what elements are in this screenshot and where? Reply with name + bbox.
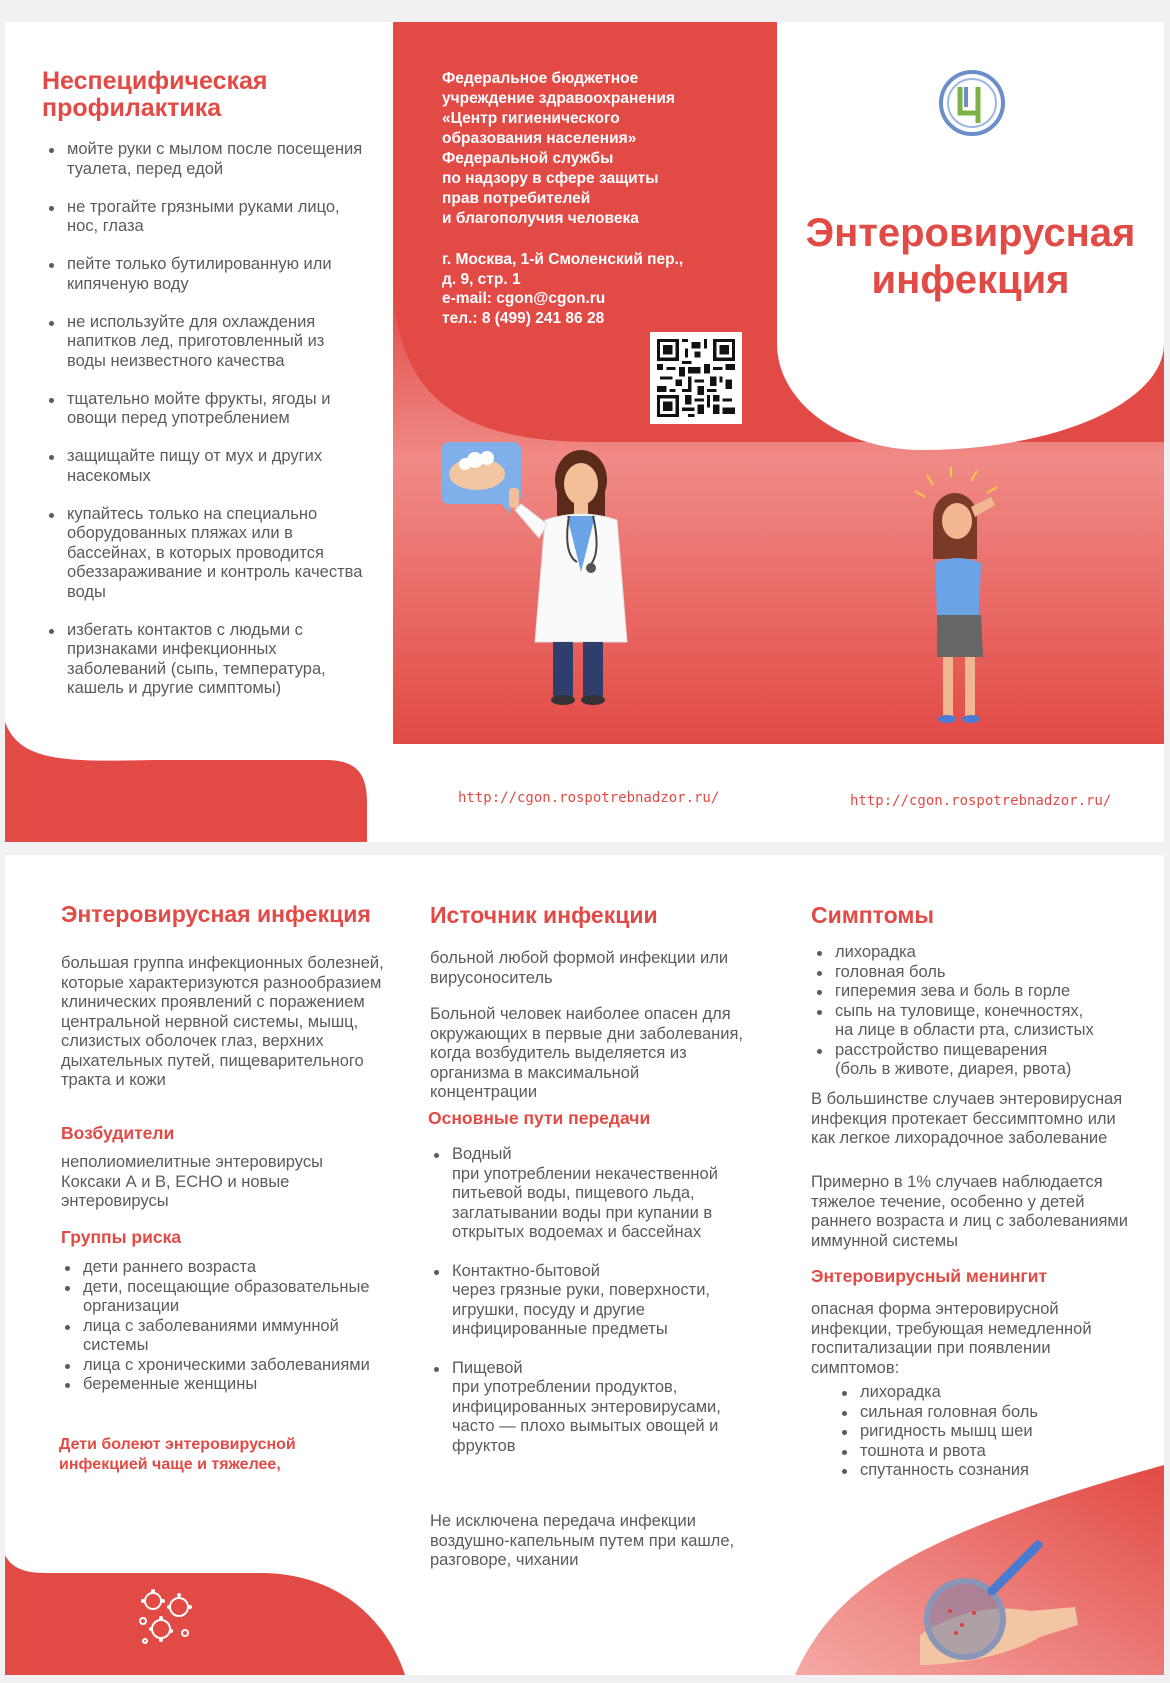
doctor-illustration: [441, 442, 661, 707]
meningitis-title: Энтеровирусный менингит: [811, 1266, 1048, 1286]
contact-address: г. Москва, 1-й Смоленский пер., д. 9, стр. 1 e-mail: cgon@cgon.ru тел.: 8 (499) 241 86 28: [442, 251, 684, 327]
list-item: мойте руки с мылом после посещения туалета, перед едой: [45, 140, 365, 179]
symptoms-title: Симптомы: [811, 902, 935, 928]
list-item: тошнота и рвота: [838, 1442, 1158, 1462]
sick-girl-illustration: [905, 467, 1015, 727]
list-item: сильная головная боль: [838, 1403, 1158, 1423]
source-title: Источник инфекции: [430, 902, 658, 928]
list-item: расстройство пищеварения (боль в животе, диарея, рвота): [813, 1041, 1143, 1080]
list-item: гиперемия зева и боль в горле: [813, 982, 1143, 1002]
list-item: ригидность мышц шеи: [838, 1422, 1158, 1442]
airborne-note: Не исключена передача инфекции воздушно-капельным путем при кашле, разговоре, чихании: [430, 1512, 735, 1569]
prophylaxis-list: [45, 140, 365, 717]
risk-groups-list: [61, 1258, 391, 1395]
list-item: лица с заболеваниями иммунной системы: [61, 1317, 391, 1356]
list-item: дети раннего возраста: [61, 1258, 391, 1278]
brochure-outside: [5, 22, 1164, 842]
brochure-inside: [5, 855, 1164, 1675]
list-item: лица с хроническими заболеваниями: [61, 1356, 391, 1376]
symptoms-text-1: В большинстве случаев энтеровирусная инфекция протекает бессимптомно или как легкое лихорадочное заболевание: [811, 1090, 1123, 1147]
kids-note: Дети болеют энтеровирусной инфекцией чаще и тяжелее,: [59, 1436, 296, 1473]
prophylaxis-title: Неспецифическая профилактика: [42, 67, 268, 122]
pathogens-title: Возбудители: [61, 1123, 175, 1143]
panel-prophylaxis: [5, 22, 393, 842]
list-item: Пищевой при употреблении продуктов, инфицированных энтеровирусами, часто — плохо вымытых овощей и фруктов: [430, 1359, 760, 1457]
pathogens-text: неполиомиелитные энтеровирусы Коксаки А и В, ЕСНО и новые энтеровирусы: [61, 1153, 323, 1210]
risk-groups-title: Группы риска: [61, 1227, 182, 1247]
list-item: защищайте пищу от мух и других насекомых: [45, 447, 365, 486]
list-item: лихорадка: [838, 1383, 1158, 1403]
list-item: купайтесь только на специально оборудованных пляжах или в бассейнах, в которых проводится обеззараживание и контроль качества воды: [45, 505, 365, 603]
list-item: не используйте для охлаждения напитков лед, приготовленный из воды неизвестного качества: [45, 313, 365, 372]
qr-code-icon: [657, 339, 735, 417]
list-item: дети, посещающие образовательные организации: [61, 1278, 391, 1317]
transmission-routes-list: [430, 1145, 760, 1475]
logo-icon: [938, 69, 1006, 137]
list-item: тщательно мойте фрукты, ягоды и овощи перед употреблением: [45, 390, 365, 429]
meningitis-text: опасная форма энтеровирусной инфекции, требующая немедленной госпитализации при появлении симптомов:: [811, 1300, 1092, 1377]
list-item: не трогайте грязными руками лицо, нос, глаза: [45, 198, 365, 237]
list-item: Водный при употреблении некачественной питьевой воды, пищевого льда, заглатывании воды при купании в открытых водоемах и бассейнах: [430, 1145, 760, 1243]
symptoms-list: [813, 943, 1143, 1080]
source-text-1: больной любой формой инфекции или вирусоноситель: [430, 949, 729, 987]
decorative-wave-left: [5, 1555, 425, 1675]
qr-code[interactable]: [650, 332, 742, 424]
list-item: сыпь на туловище, конечностях, на лице в области рта, слизистых: [813, 1002, 1143, 1041]
list-item: избегать контактов с людьми с признаками инфекционных заболеваний (сыпь, температура, кашель и другие симптомы): [45, 621, 365, 699]
transmission-routes-title: Основные пути передачи: [428, 1108, 651, 1128]
magnifier-hand-illustration: [910, 1515, 1080, 1665]
list-item: Контактно-бытовой через грязные руки, поверхности, игрушки, посуду и другие инфицированные предметы: [430, 1262, 760, 1340]
brochure-title: Энтеровирусная инфекция: [805, 211, 1136, 302]
list-item: пейте только бутилированную или кипяченую воду: [45, 255, 365, 294]
list-item: беременные женщины: [61, 1375, 391, 1395]
decorative-wave: [5, 722, 393, 842]
organization-name: Федеральное бюджетное учреждение здравоохранения «Центр гигиенического образования населения» Федеральной службы по надзору в сфере защиты прав потребителей и благополучия человека: [442, 70, 675, 227]
entero-title: Энтеровирусная инфекция: [61, 901, 371, 927]
website-link[interactable]: http://cgon.rospotrebnadzor.ru/: [458, 790, 720, 806]
symptoms-text-2: Примерно в 1% случаев наблюдается тяжелое течение, особенно у детей раннего возраста и лиц с заболеваниями иммунной системы: [811, 1173, 1128, 1250]
virus-icon: [135, 1585, 199, 1649]
list-item: головная боль: [813, 963, 1143, 983]
website-link[interactable]: http://cgon.rospotrebnadzor.ru/: [850, 793, 1112, 809]
source-text-2: Больной человек наиболее опасен для окружающих в первые дни заболевания, когда возбудитель выделяется из организма в максимальной концентрации: [430, 1005, 744, 1101]
list-item: спутанность сознания: [838, 1461, 1158, 1481]
list-item: лихорадка: [813, 943, 1143, 963]
entero-description: большая группа инфекционных болезней, которые характеризуются разнообразием клинических проявлений с поражением центральной нервной системы, мышц, слизистых оболочек глаз, верхних дыхательных путей, пищеварительного тракта и кожи: [61, 954, 384, 1089]
